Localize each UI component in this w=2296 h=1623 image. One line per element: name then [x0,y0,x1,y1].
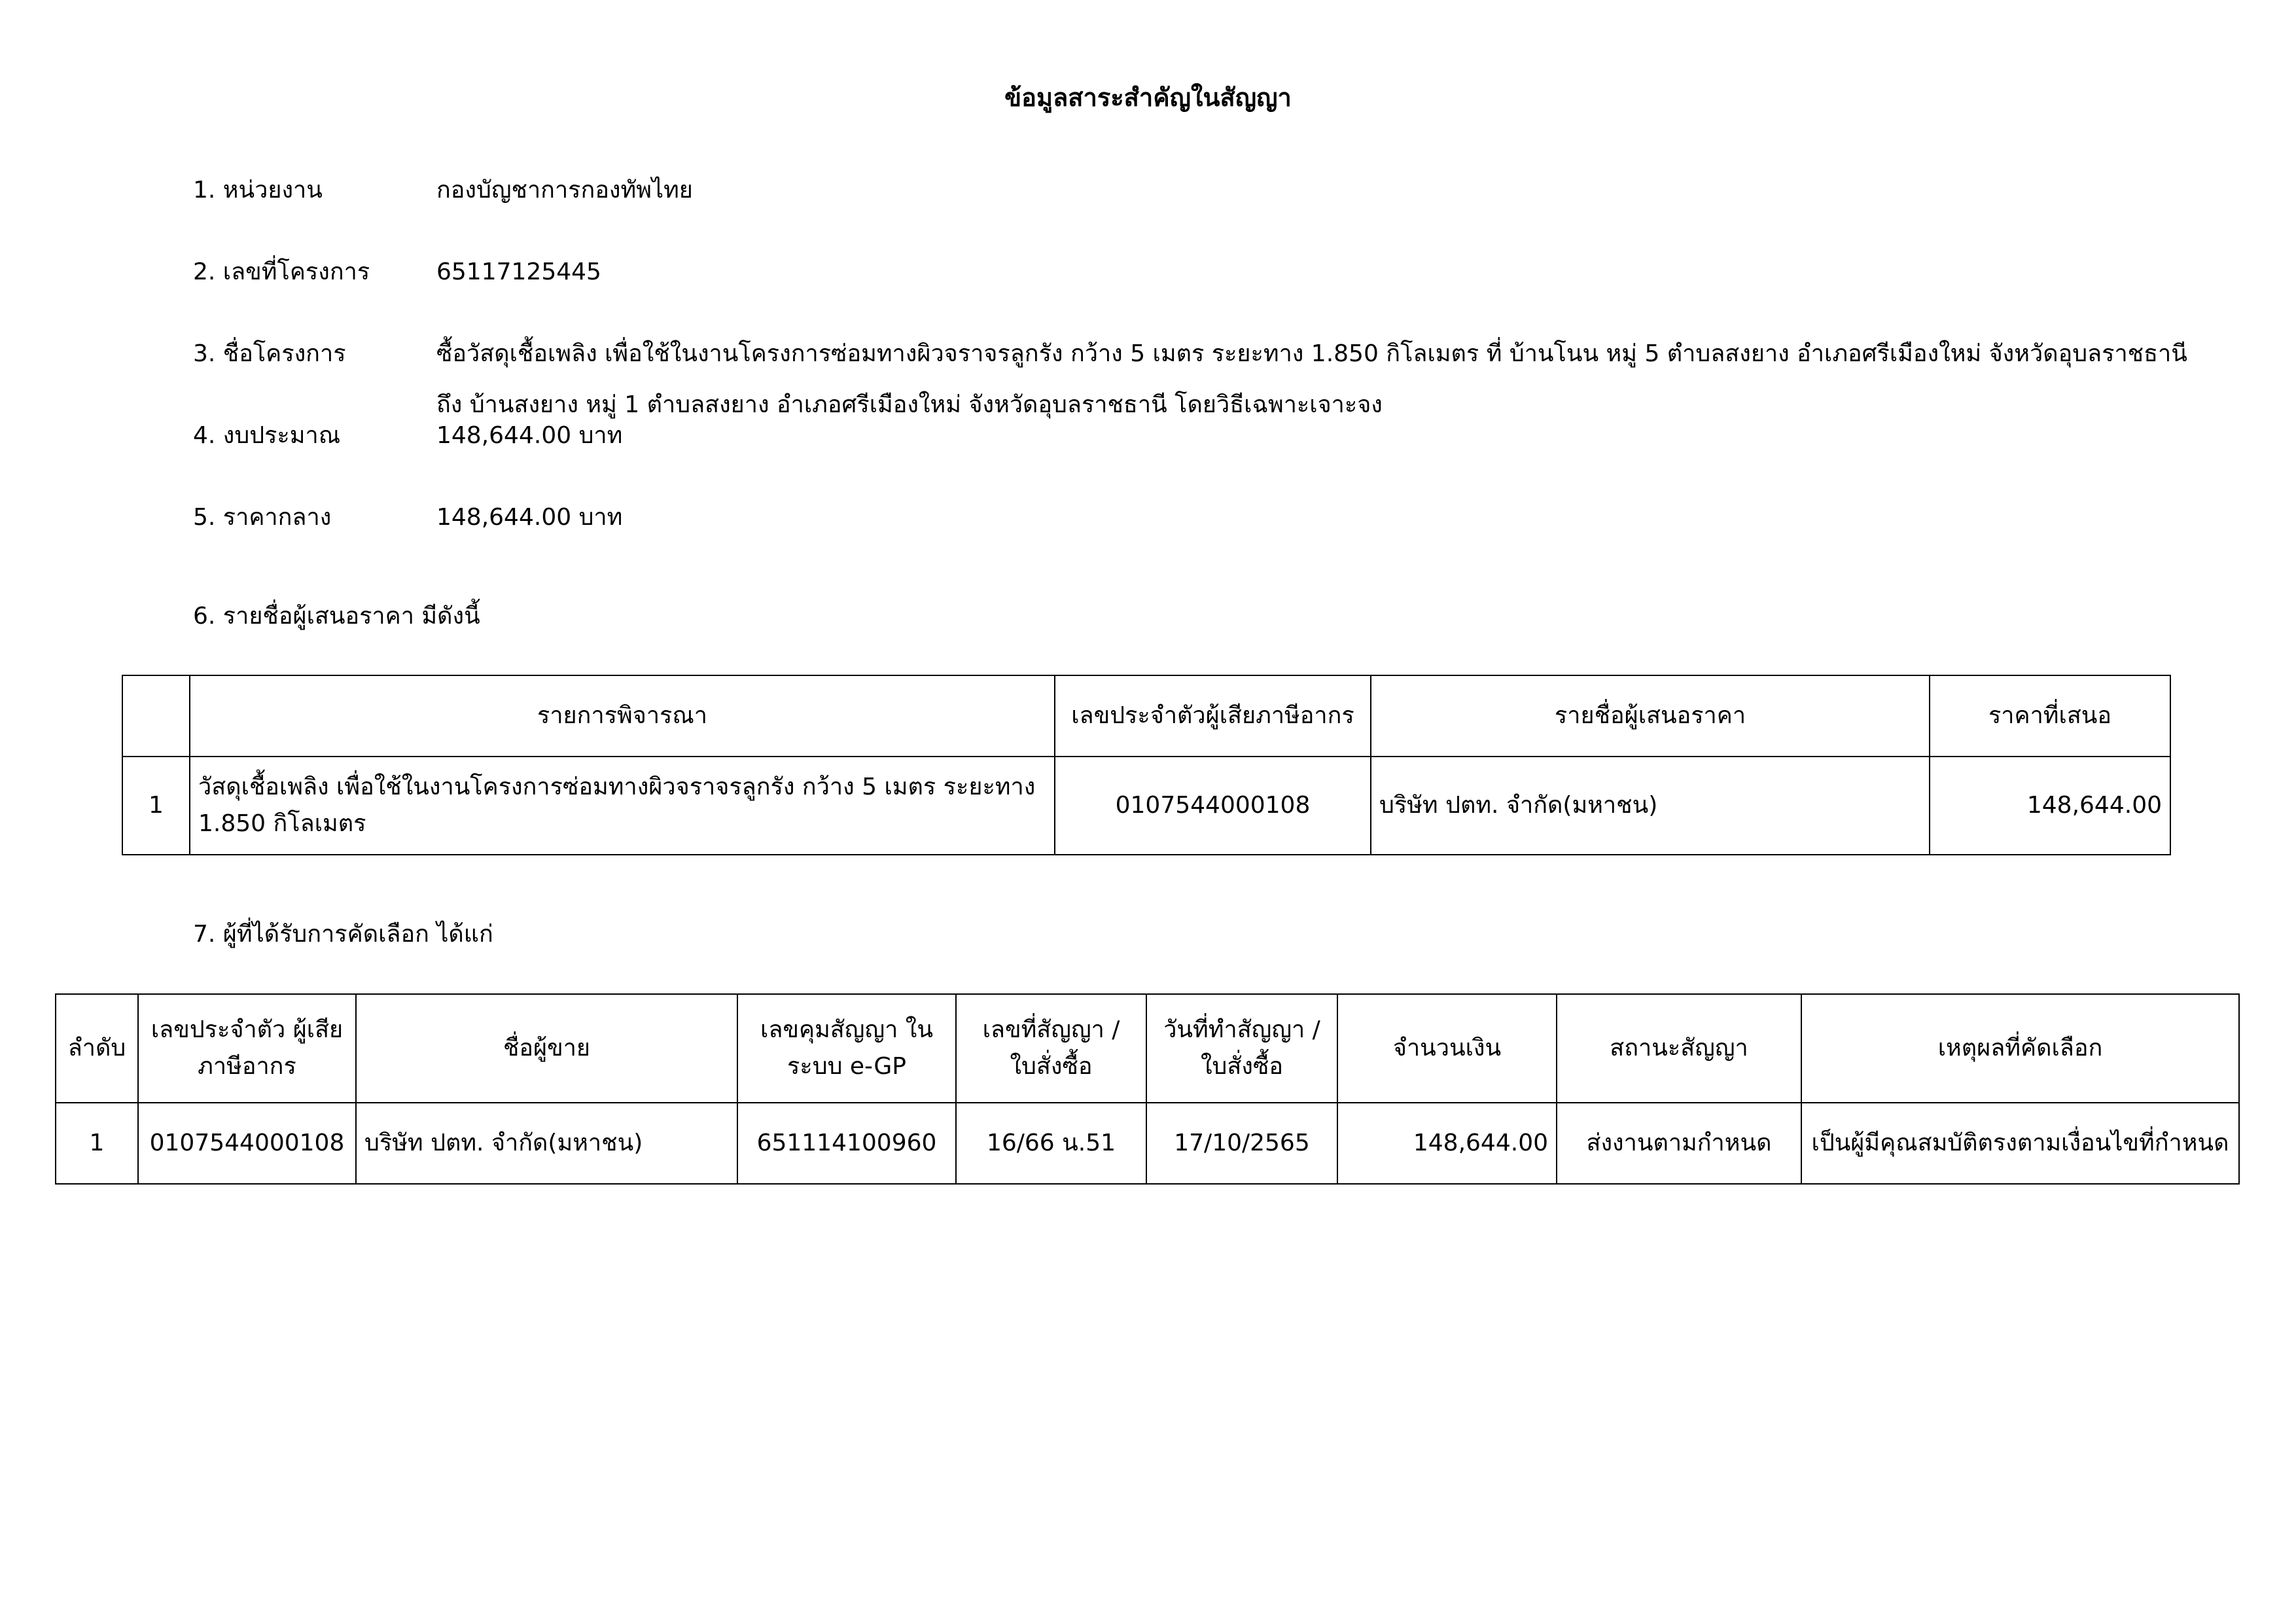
header-cell: เลขคุมสัญญา ในระบบ e-GP [737,994,956,1103]
field-value: 65117125445 [436,259,601,285]
header-cell: เลขประจำตัว ผู้เสียภาษีอากร [138,994,356,1103]
field-label: 3. ชื่อโครงการ [193,340,346,367]
table-cell: 0107544000108 [1055,757,1371,855]
field-label: 2. เลขที่โครงการ [193,259,370,285]
table-cell: 148,644.00 [1337,1103,1557,1184]
table-row [122,757,2170,855]
table-cell: 0107544000108 [138,1103,356,1184]
header-cell: เลขประจำตัวผู้เสียภาษีอากร [1055,675,1371,757]
header-cell [122,675,190,757]
table-cell: 651114100960 [737,1103,956,1184]
bidders-table [122,675,2171,855]
bidders-heading: 6. รายชื่อผู้เสนอราคา มีดังนี้ [193,603,480,630]
table-cell: 17/10/2565 [1146,1103,1337,1184]
header-cell: ลำดับ [56,994,138,1103]
field-label: 5. ราคากลาง [193,504,332,531]
winner-table [55,993,2240,1185]
table-cell: วัสดุเชื้อเพลิง เพื่อใช้ในงานโครงการซ่อมทางผิวจราจรลูกรัง กว้าง 5 เมตร ระยะทาง 1.850 กิโลเมตร [190,757,1055,855]
table-cell: 16/66 น.51 [956,1103,1146,1184]
field-value: ซื้อวัสดุเชื้อเพลิง เพื่อใช้ในงานโครงการซ่อมทางผิวจราจรลูกรัง กว้าง 5 เมตร ระยะทาง 1.850 กิโลเมตร ที่ บ้านโนน หมู่ 5 ตำบลสงยาง อำเภอศรีเมืองใหม่ จังหวัดอุบลราชธานี ถึง บ้านสงยาง หมู่ 1 ตำบลสงยาง อำเภอศรีเมืองใหม่ จังหวัดอุบลราชธานี โดยวิธีเฉพาะเจาะจง [436,340,2187,418]
field-label: 4. งบประมาณ [193,422,341,449]
table-header-row [122,675,2170,757]
table-cell: 1 [56,1103,138,1184]
header-cell: รายการพิจารณา [190,675,1055,757]
table-cell: บริษัท ปตท. จำกัด(มหาชน) [356,1103,737,1184]
table-row [56,1103,2239,1184]
table-cell: บริษัท ปตท. จำกัด(มหาชน) [1371,757,1930,855]
field-label: 1. หน่วยงาน [193,177,323,204]
header-cell: รายชื่อผู้เสนอราคา [1371,675,1930,757]
header-cell: เหตุผลที่คัดเลือก [1801,994,2239,1103]
header-cell: ราคาที่เสนอ [1930,675,2170,757]
header-cell: ชื่อผู้ขาย [356,994,737,1103]
header-cell: สถานะสัญญา [1557,994,1801,1103]
header-cell: จำนวนเงิน [1337,994,1557,1103]
winner-heading: 7. ผู้ที่ได้รับการคัดเลือก ได้แก่ [193,921,493,948]
field-value: กองบัญชาการกองทัพไทย [436,177,693,204]
header-cell: เลขที่สัญญา / ใบสั่งซื้อ [956,994,1146,1103]
table-cell: 148,644.00 [1930,757,2170,855]
table-cell: ส่งงานตามกำหนด [1557,1103,1801,1184]
header-cell: วันที่ทำสัญญา / ใบสั่งซื้อ [1146,994,1337,1103]
table-cell: เป็นผู้มีคุณสมบัติตรงตามเงื่อนไขที่กำหนด [1801,1103,2239,1184]
document-title: ข้อมูลสาระสำคัญในสัญญา [1004,83,1292,112]
table-header-row [56,994,2239,1103]
table-cell: 1 [122,757,190,855]
field-value: 148,644.00 บาท [436,504,623,531]
field-value: 148,644.00 บาท [436,422,623,449]
